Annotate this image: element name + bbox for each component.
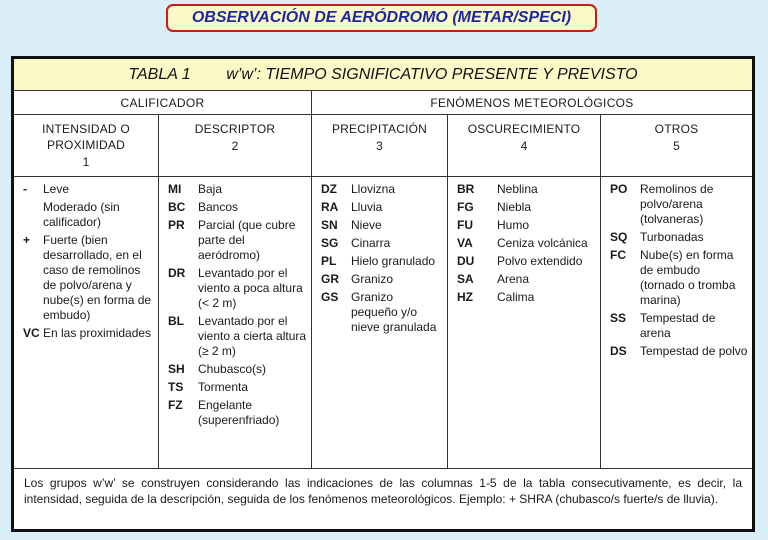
item-code: PL <box>321 254 337 268</box>
item-desc: En las proximidades <box>43 326 152 340</box>
item-desc: Nieve <box>351 218 382 232</box>
column-header-descriptor <box>158 115 311 177</box>
column-header-number: 3 <box>376 139 383 153</box>
metar-table <box>11 56 755 532</box>
item-code: FG <box>457 200 474 214</box>
list-item <box>321 200 443 215</box>
list-item <box>168 218 307 263</box>
item-code: TS <box>168 380 184 394</box>
item-code: HZ <box>457 290 473 304</box>
item-code: DZ <box>321 182 337 196</box>
item-desc: Neblina <box>497 182 538 196</box>
item-desc: Turbonadas <box>640 230 704 244</box>
item-code: MI <box>168 182 182 196</box>
item-desc: Polvo extendido <box>497 254 583 268</box>
item-code: GR <box>321 272 339 286</box>
item-code: SA <box>457 272 474 286</box>
item-code: BC <box>168 200 186 214</box>
item-code: SH <box>168 362 185 376</box>
item-desc: Chubasco(s) <box>198 362 267 376</box>
item-desc: Engelante (superenfriado) <box>198 398 280 427</box>
item-desc: Granizo pequeño y/o nieve granulada <box>351 290 437 334</box>
item-desc: Levantado por el viento a cierta altura (≥ 2 m) <box>198 314 307 358</box>
item-code: DS <box>610 344 627 358</box>
column-header-number: 1 <box>82 155 90 169</box>
list-item <box>321 182 443 197</box>
item-desc: Tempestad de arena <box>640 311 716 340</box>
column-header-number: 2 <box>231 139 239 153</box>
list-item <box>168 314 307 359</box>
list-item <box>610 230 748 245</box>
list-item <box>457 236 596 251</box>
list-item <box>23 200 152 230</box>
item-code: SG <box>321 236 339 250</box>
item-desc: Ceniza volcánica <box>497 236 588 250</box>
item-desc: Bancos <box>198 200 239 214</box>
column-obscuration <box>447 177 600 469</box>
item-code: VA <box>457 236 473 250</box>
column-header-label: OTROS <box>654 122 699 136</box>
list-item <box>610 311 748 341</box>
list-item <box>321 290 443 335</box>
list-item <box>457 272 596 287</box>
list-item <box>168 398 307 428</box>
list-item <box>610 248 748 308</box>
column-header-label: PRECIPITACIÓN <box>331 122 428 136</box>
list-item <box>168 182 307 197</box>
list-item <box>321 272 443 287</box>
group-header-fenomenos: FENÓMENOS METEOROLÓGICOS <box>311 91 752 115</box>
item-code: SS <box>610 311 627 325</box>
column-header-label: OSCURECIMIENTO <box>467 122 581 136</box>
item-desc: Arena <box>497 272 530 286</box>
item-desc: Humo <box>497 218 530 232</box>
list-item <box>321 254 443 269</box>
item-code: - <box>23 182 27 196</box>
list-item <box>457 254 596 269</box>
list-item <box>457 200 596 215</box>
page-title-text: OBSERVACIÓN DE AERÓDROMO (METAR/SPECI) <box>191 9 572 26</box>
column-header-number: 4 <box>520 139 528 153</box>
column-header-number: 5 <box>673 139 680 153</box>
item-desc: Levantado por el viento a poca altura (< 2 m) <box>198 266 303 310</box>
item-code: PR <box>168 218 185 232</box>
column-intensity <box>14 177 158 469</box>
page-title <box>166 4 597 32</box>
column-header-obscuration <box>447 115 600 177</box>
list-item <box>168 266 307 311</box>
column-header-label: DESCRIPTOR <box>194 122 276 136</box>
item-desc: Lluvia <box>351 200 383 214</box>
item-desc: Tormenta <box>198 380 249 394</box>
item-desc: Parcial (que cubre parte del aeródromo) <box>198 218 296 262</box>
list-item <box>610 182 748 227</box>
column-header-precipitation <box>311 115 447 177</box>
item-code: FU <box>457 218 473 232</box>
list-item <box>610 344 748 359</box>
item-code: + <box>23 233 31 247</box>
item-desc: Llovizna <box>351 182 396 196</box>
item-code: DU <box>457 254 475 268</box>
item-code: BR <box>457 182 475 196</box>
column-header-other <box>600 115 752 177</box>
item-desc: Tempestad de polvo <box>640 344 748 358</box>
list-item <box>168 200 307 215</box>
column-descriptor <box>158 177 311 469</box>
list-item <box>457 182 596 197</box>
list-item <box>23 182 152 197</box>
list-item <box>23 326 152 341</box>
table-footnote: Los grupos w’w’ se construyen considerando las indicaciones de las columnas 1-5 de la tabla consecutivamente, es decir, la intensidad, seguida de la descripción, seguida de los fenómenos meteorológicos. Ejemplo: + SHRA (chubasco/s fuerte/s de lluvia). <box>24 476 742 506</box>
list-item <box>168 362 307 377</box>
list-item <box>321 218 443 233</box>
item-desc: Calima <box>497 290 535 304</box>
item-desc: Cinarra <box>351 236 391 250</box>
column-other <box>600 177 752 469</box>
item-desc: Granizo <box>351 272 394 286</box>
list-item <box>23 233 152 323</box>
item-desc: Baja <box>198 182 223 196</box>
item-desc: Leve <box>43 182 70 196</box>
item-code: RA <box>321 200 339 214</box>
column-precipitation <box>311 177 447 469</box>
item-code: DR <box>168 266 186 280</box>
item-code: VC <box>23 326 40 340</box>
list-item <box>457 290 596 305</box>
item-code: FZ <box>168 398 183 412</box>
item-code: SN <box>321 218 338 232</box>
item-code: BL <box>168 314 184 328</box>
item-desc: Nube(s) en forma de embudo (tornado o tromba marina) <box>640 248 736 307</box>
item-code: GS <box>321 290 339 304</box>
item-code: PO <box>610 182 628 196</box>
item-code: FC <box>610 248 626 262</box>
item-code: SQ <box>610 230 628 244</box>
item-code <box>23 200 43 230</box>
item-desc: Moderado (sin calificador) <box>43 200 120 229</box>
column-header-intensity <box>14 115 158 177</box>
list-item <box>321 236 443 251</box>
item-desc: Fuerte (bien desarrollado, en el caso de remolinos de polvo/arena y nube(s) en forma de embudo) <box>43 233 152 322</box>
list-item <box>457 218 596 233</box>
list-item <box>168 380 307 395</box>
group-header-calificador: CALIFICADOR <box>14 91 311 115</box>
item-desc: Hielo granulado <box>351 254 436 268</box>
item-desc: Remolinos de polvo/arena (tolvaneras) <box>640 182 714 226</box>
table-heading: TABLA 1 w’w’: TIEMPO SIGNIFICATIVO PRESENTE Y PREVISTO <box>14 59 752 91</box>
column-header-label: INTENSIDAD O PROXIMIDAD <box>42 122 130 152</box>
item-desc: Niebla <box>497 200 532 214</box>
